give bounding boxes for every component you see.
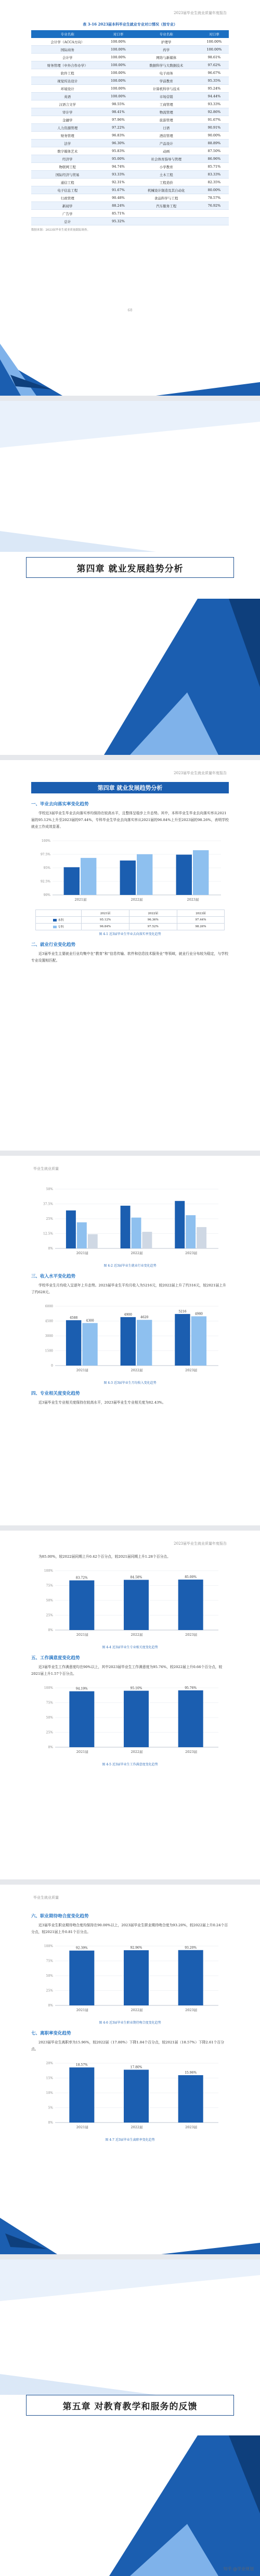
bar (120, 861, 136, 895)
table-cell: 100.00% (104, 77, 133, 85)
table-cell: 环境设计 (31, 85, 104, 93)
table-cell: 95.83% (104, 147, 133, 155)
corner-decoration (0, 599, 260, 755)
data-label: 17.80% (130, 2065, 142, 2069)
table-cell: 物联网工程 (31, 163, 104, 171)
data-label: 4300 (86, 1319, 94, 1323)
table-cell: 98.61% (200, 54, 229, 61)
table-cell (133, 218, 200, 225)
x-tick-label: 2021届 (76, 1633, 88, 1637)
table-cell: 96.67% (200, 69, 229, 77)
table-cell: 94.44% (200, 93, 229, 100)
table-cell: 会计学（ACCA方向） (31, 38, 104, 46)
table-cell: 85.71% (104, 210, 133, 218)
bar (124, 1580, 149, 1630)
table-cell: 财务管理 (31, 132, 104, 140)
bar (69, 1951, 94, 2005)
bar (178, 1690, 203, 1747)
running-header: 毕业生就业质量 (33, 1896, 59, 1900)
x-tick-label: 2021届 (76, 2125, 88, 2129)
bar (69, 1691, 94, 1747)
y-tick-label: 25% (46, 1731, 53, 1735)
figure-caption: 图 4-2 近3届毕业生就业行业变化趋势 (103, 1264, 157, 1268)
bar (121, 1206, 131, 1248)
table-row (31, 210, 229, 218)
table-cell: 91.67% (200, 116, 229, 124)
bar (66, 1210, 76, 1248)
table-cell: 80.00% (200, 186, 229, 194)
table-cell: 旅游管理 (133, 116, 200, 124)
table-title: 表 3-16 2023届本科毕业生就业专业对口情况（按专业） (83, 22, 177, 27)
y-tick-label: 25% (46, 1989, 53, 1993)
data-label: 15.96% (185, 2071, 197, 2075)
table-cell: 95.24% (200, 85, 229, 93)
x-tick-label: 2023届 (185, 1633, 198, 1637)
x-tick-label: 2022届 (131, 1750, 143, 1754)
table-cell: 95.32% (104, 218, 133, 225)
bar (178, 1580, 203, 1630)
bar (137, 1320, 152, 1366)
table-cell: 电子商务 (133, 69, 200, 77)
bar (124, 1691, 149, 1747)
table-cell: 视觉传达设计 (31, 77, 104, 85)
table-cell: 83.33% (200, 171, 229, 179)
y-tick-label: 100% (41, 839, 50, 843)
x-tick-label: 2021届 (74, 898, 87, 902)
table-row (31, 179, 229, 186)
x-tick-label: 2022届 (131, 2008, 143, 2012)
data-label: 93.20% (185, 1946, 197, 1950)
bar (77, 1222, 87, 1248)
y-tick-label: 6000 (45, 1305, 53, 1308)
data-label: 84.58% (130, 1575, 142, 1580)
table-cell: 食品科学与工程 (133, 194, 200, 202)
data-label: 95.76% (185, 1686, 197, 1690)
page-chapter-4-cover (0, 401, 260, 760)
paragraph: 近3届毕业生工作满意度均在90%以上，其中2023届毕业生工作满意度为95.76%，较2022届上升0.66个百分点，较2021届上升1.57个百分点。 (31, 1665, 223, 1676)
y-tick-label: 15% (46, 2076, 53, 2080)
corner-decoration (0, 328, 73, 396)
y-tick-label: 92.5% (40, 880, 50, 883)
table-row (31, 85, 229, 93)
table-cell: 100.00% (104, 85, 133, 93)
table-cell: 100.00% (200, 46, 229, 54)
y-tick-label: 4500 (45, 1319, 53, 1323)
watermark: 知乎 @学业规划 (223, 2567, 254, 2571)
table-cell: 社会体育指导与管理 (133, 155, 200, 163)
table-row (31, 155, 229, 163)
table-row (31, 202, 229, 210)
table-cell: 数据科学与大数据技术 (133, 61, 200, 69)
table-row (31, 77, 229, 85)
bar (69, 2067, 94, 2123)
data-label: 4588 (69, 1316, 78, 1320)
page-chapter-5-cover (0, 2259, 260, 2576)
section-heading: 一、毕业去向落实率变化趋势 (31, 802, 89, 807)
chart-career-match (36, 1939, 224, 2017)
column-header: 专业名称 (31, 30, 104, 38)
x-tick-label: 2023届 (185, 2125, 198, 2129)
paragraph: 近3届毕业生主要就业行业均集中在“教育”和“信息传输、软件和信息技术服务业”等领域，就业行业分布较为稳定，与学校专业设置相匹配。 (31, 952, 228, 963)
y-tick-label: 0% (48, 1247, 53, 1251)
table-cell: 100.00% (104, 46, 133, 54)
corner-decoration (0, 2259, 260, 2395)
paragraph: 为85.00%，较2022届同期上升0.42个百分点，较2021届同期上升1.28个百分点。 (38, 1555, 171, 1559)
paragraph: 近3届毕业生职业期待吻合度均保持在90.00%以上，2023届毕业生职业期待吻合度为93.20%，较2022届上升0.24个百分点，较2021届上升0.81个百分点。 (31, 1923, 228, 1934)
corner-decoration (0, 401, 260, 552)
figure-caption: 图 4-7 近3届毕业生离职率变化趋势 (105, 2138, 155, 2142)
table-cell: 97.62% (200, 61, 229, 69)
paragraph: 2023届毕业生离职率为15.96%，较2022届（17.80%）下降1.84个百分点，较2021届（18.57%）下降2.61个百分点。 (31, 2040, 225, 2051)
table-cell: 100.00% (104, 93, 133, 100)
x-tick-label: 2023届 (185, 1251, 198, 1255)
figure-caption: 图 4-4 近3届毕业生专业相关度变化趋势 (102, 1646, 158, 1649)
data-label: 4620 (140, 1316, 149, 1320)
y-tick-label: 100% (44, 1569, 53, 1573)
chart-placement-rate (34, 834, 226, 906)
x-tick-label: 2023届 (185, 2008, 198, 2012)
x-tick-label: 2021届 (76, 1750, 88, 1754)
table-cell: 小学教育 (133, 163, 200, 171)
y-tick-label: 37.5% (43, 1202, 53, 1206)
table-cell (200, 218, 229, 225)
column-header: 专业名称 (133, 30, 200, 38)
table-cell: 经济学 (31, 155, 104, 163)
y-tick-label: 50% (46, 1188, 53, 1191)
y-tick-label: 100% (44, 1686, 53, 1690)
page-trend-2 (0, 1156, 260, 1531)
table-cell: 新闻学 (31, 202, 104, 210)
y-tick-label: 50% (46, 1599, 53, 1602)
table-cell: 93.33% (104, 171, 133, 179)
table-cell: 76.92% (200, 202, 229, 210)
y-tick-label: 0 (51, 1364, 53, 1368)
chart-turnover (36, 2056, 224, 2134)
running-header: 2023届毕业生就业质量年度报告 (174, 1542, 227, 1546)
table-cell: 英语 (31, 93, 104, 100)
y-tick-label: 100% (44, 1944, 53, 1948)
table-cell: 汽车服务工程 (133, 202, 200, 210)
data-label: 85.00% (185, 1575, 197, 1580)
table-row (31, 93, 229, 100)
table-row (31, 69, 229, 77)
table-cell: 广告学 (31, 210, 104, 218)
table-cell: 财务管理（中外合作办学） (31, 61, 104, 69)
bar (193, 850, 209, 895)
chart-industry (36, 1182, 224, 1260)
y-tick-label: 97.5% (40, 853, 50, 856)
table-cell: 护理学 (133, 38, 200, 46)
running-header: 毕业生就业质量 (33, 1167, 59, 1171)
y-tick-label: 0% (48, 1628, 53, 1632)
bar (186, 1215, 196, 1248)
chart-income (36, 1299, 224, 1377)
bar (142, 1232, 152, 1248)
bar (121, 1317, 136, 1366)
table-note: 数据来源：2023届毕业生就业质量跟踪调查。 (31, 229, 90, 232)
table-row (31, 54, 229, 61)
corner-decoration (0, 2435, 260, 2576)
bar (176, 855, 192, 895)
table-cell: 96.30% (104, 140, 133, 147)
page-number: 68 (127, 308, 133, 312)
table-row (31, 116, 229, 124)
paragraph: 学校毕业生月均收入呈逐年上升态势。2023届毕业生平均月收入为5216元，较2022届上升了约316元，较2021届上升了约628元。 (31, 1283, 226, 1294)
y-tick-label: 3000 (45, 1334, 53, 1338)
table-cell: 90.48% (104, 194, 133, 202)
table-cell: 91.67% (104, 186, 133, 194)
table-cell: 100.00% (104, 38, 133, 46)
section-heading: 四、专业相关度变化趋势 (31, 1391, 80, 1396)
table-cell: 计算机科学与技术 (133, 85, 200, 93)
table-cell: 软件工程 (31, 69, 104, 77)
bar (81, 858, 96, 895)
table-row (31, 100, 229, 108)
table-row (31, 147, 229, 155)
y-tick-label: 75% (46, 1584, 53, 1588)
table-cell: 日语 (133, 124, 200, 132)
y-tick-label: 5% (48, 2106, 53, 2110)
running-header: 2023届毕业生就业质量年度报告 (174, 771, 227, 775)
table-row (31, 140, 229, 147)
table-cell: 98.55% (104, 100, 133, 108)
table-cell: 78.57% (200, 194, 229, 202)
bar (178, 1950, 203, 2005)
table-cell: 86.96% (200, 155, 229, 163)
table-cell: 100.00% (104, 61, 133, 69)
y-tick-label: 75% (46, 1701, 53, 1705)
table-cell: 94.74% (104, 163, 133, 171)
running-header: 2023届毕业生就业质量年度报告 (174, 11, 227, 15)
bar (124, 2070, 149, 2123)
x-tick-label: 2023届 (185, 1368, 198, 1372)
table-cell: 会计学 (31, 54, 104, 61)
table-row (31, 194, 229, 202)
table-row (31, 46, 229, 54)
bar (64, 867, 80, 895)
y-tick-label: 20% (46, 2062, 53, 2065)
x-tick-label: 2022届 (131, 1251, 143, 1255)
paragraph: 学校近3届毕业生毕业去向落实率均保持在较高水平，且整体呈稳步上升态势。其中，本科毕业生毕业去向落实率从2021届的95.12%上升至2023届的97.44%，专科毕业生毕业去向落实率从2021届的96.84%上升至2023届的98.26%，表明学校就业工作成效显著。 (31, 811, 229, 829)
data-label: 95.10% (130, 1686, 142, 1690)
table-cell: 国际商务 (31, 46, 104, 54)
x-tick-label: 2021届 (76, 1368, 88, 1372)
y-tick-label: 25% (46, 1613, 53, 1618)
table-cell: 电子信息工程 (31, 186, 104, 194)
table-cell: 90.91% (200, 124, 229, 132)
table-cell: 数字媒体艺术 (31, 147, 104, 155)
data-label: 18.57% (75, 2063, 88, 2067)
y-tick-label: 0% (48, 2004, 53, 2007)
figure-caption: 图 4-6 近3届毕业生职业期待吻合度变化趋势 (99, 2021, 161, 2025)
bar (175, 1201, 185, 1248)
bar (132, 1218, 141, 1248)
table-cell: 90.00% (200, 132, 229, 140)
table-cell: 产品设计 (133, 140, 200, 147)
chapter-banner: 第四章 就业发展趋势分析 (31, 782, 229, 793)
table-cell: 网络与新媒体 (133, 54, 200, 61)
table-cell: 97.96% (104, 116, 133, 124)
employment-table (31, 30, 229, 225)
y-tick-label: 25% (46, 1217, 53, 1221)
column-header: 对口率 (200, 30, 229, 38)
table-row (31, 171, 229, 179)
x-tick-label: 2023届 (187, 898, 199, 902)
section-heading: 七、离职率变化趋势 (31, 2031, 71, 2036)
table-cell: 汉语言文学 (31, 100, 104, 108)
y-tick-label: 12.5% (43, 1232, 53, 1236)
data-label: 92.39% (75, 1946, 88, 1950)
corner-decoration (135, 2243, 260, 2254)
table-cell: 93.33% (200, 100, 229, 108)
table-cell: 酒店管理 (133, 132, 200, 140)
table-cell: 工商管理 (133, 100, 200, 108)
x-tick-label: 2021届 (76, 1251, 88, 1255)
bar (124, 1950, 149, 2005)
chart-data-table: 2021届 2022届 2023届 本科 95.12% 96.36% 97.44% 专科 96.84% 97.52% 98.26% (35, 910, 225, 930)
table-cell: 机械设计制造及其自动化 (133, 186, 200, 194)
table-row (31, 186, 229, 194)
table-cell: 100.00% (104, 69, 133, 77)
chart-major-relevance (36, 1563, 224, 1641)
x-tick-label: 2021届 (76, 2008, 88, 2012)
table-cell: 法学 (31, 140, 104, 147)
table-cell (133, 210, 200, 218)
x-tick-label: 2022届 (131, 898, 143, 902)
page-table (0, 0, 260, 401)
table-row (31, 38, 229, 46)
figure-caption: 图 4-3 近3届毕业生月均收入变化趋势 (103, 1381, 157, 1385)
x-tick-label: 2022届 (131, 1368, 143, 1372)
table-cell: 国际经济与贸易 (31, 171, 104, 179)
corner-decoration (125, 382, 260, 396)
table-cell: 82.35% (200, 179, 229, 186)
table-header-row (31, 30, 229, 38)
paragraph: 近3届毕业生专业相关度保持在较高水平，2023届毕业生专业相关度为82.43%。 (38, 1400, 166, 1405)
bar (82, 1323, 97, 1366)
data-label: 92.96% (130, 1946, 142, 1950)
x-tick-label: 2022届 (131, 2125, 143, 2129)
bar (197, 1227, 206, 1248)
table-row (31, 61, 229, 69)
table-cell: 95.00% (104, 155, 133, 163)
table-cell: 87.50% (200, 147, 229, 155)
table-cell: 总计 (31, 218, 104, 225)
bar (175, 1314, 190, 1366)
y-tick-label: 0% (48, 2121, 53, 2125)
y-tick-label: 90% (43, 893, 50, 897)
chapter-title: 第四章 就业发展趋势分析 (26, 557, 234, 578)
y-tick-label: 50% (46, 1716, 53, 1720)
table-cell: 药学 (133, 46, 200, 54)
chapter-title: 第五章 对教育教学和服务的反馈 (26, 2395, 234, 2416)
data-label: 5216 (178, 1309, 187, 1314)
figure-caption: 图 4-5 近3届毕业生工作满意度变化趋势 (102, 1763, 158, 1766)
table-cell: 92.86% (200, 108, 229, 116)
table-cell: 88.89% (200, 140, 229, 147)
table-cell: 92.31% (104, 179, 133, 186)
bar (191, 1316, 206, 1366)
table-cell: 土木工程 (133, 171, 200, 179)
table-cell: 工程造价 (133, 179, 200, 186)
x-tick-label: 2022届 (131, 1633, 143, 1637)
section-heading: 二、就业行业变化趋势 (31, 942, 76, 948)
table-row (31, 124, 229, 132)
data-label: 4900 (124, 1312, 132, 1317)
data-label: 4980 (194, 1312, 203, 1316)
corner-decoration (0, 2197, 68, 2254)
section-heading: 三、收入水平变化趋势 (31, 1274, 76, 1279)
table-cell: 行政管理 (31, 194, 104, 202)
table-cell: 88.24% (104, 202, 133, 210)
table-row (31, 108, 229, 116)
table-cell: 97.22% (104, 124, 133, 132)
table-cell: 85.71% (200, 163, 229, 171)
table-cell: 95.35% (200, 77, 229, 85)
y-tick-label: 10% (46, 2091, 53, 2095)
table-row (31, 163, 229, 171)
figure-caption: 图 4-1 近3届毕业生毕业去向落实率变化趋势 (99, 932, 161, 936)
chart-job-satisfaction (36, 1681, 224, 1759)
page-trend-1 (0, 760, 260, 1156)
column-header: 对口率 (104, 30, 133, 38)
y-tick-label: 95% (43, 866, 50, 870)
bar (137, 854, 152, 895)
table-cell: 100.00% (104, 54, 133, 61)
y-tick-label: 75% (46, 1959, 53, 1963)
table-cell: 物流管理 (133, 108, 200, 116)
section-heading: 五、工作满意度变化趋势 (31, 1656, 80, 1661)
table-cell: 98.41% (104, 108, 133, 116)
table-row (31, 218, 229, 225)
table-cell: 金融学 (31, 116, 104, 124)
bar (88, 1234, 98, 1248)
table-cell: 审计学 (31, 108, 104, 116)
table-row (31, 132, 229, 140)
table-cell: 96.83% (104, 132, 133, 140)
bar (66, 1320, 81, 1366)
y-tick-label: 50% (46, 1974, 53, 1978)
bar (178, 2075, 203, 2123)
data-label: 83.72% (75, 1576, 88, 1580)
bar (69, 1581, 94, 1630)
table-cell: 人力资源管理 (31, 124, 104, 132)
x-tick-label: 2023届 (185, 1750, 198, 1754)
table-cell (200, 210, 229, 218)
y-tick-label: 0% (48, 1746, 53, 1749)
table-cell: 市场营销 (133, 93, 200, 100)
table-cell: 学前教育 (133, 77, 200, 85)
table-cell: 100.00% (200, 38, 229, 46)
page-trend-4 (0, 1885, 260, 2259)
section-heading: 六、职业期待吻合度变化趋势 (31, 1914, 89, 1919)
page-trend-3 (0, 1531, 260, 1885)
table-cell: 动画 (133, 147, 200, 155)
data-label: 94.19% (75, 1687, 88, 1691)
y-tick-label: 1500 (45, 1349, 53, 1353)
table-cell: 通信工程 (31, 179, 104, 186)
